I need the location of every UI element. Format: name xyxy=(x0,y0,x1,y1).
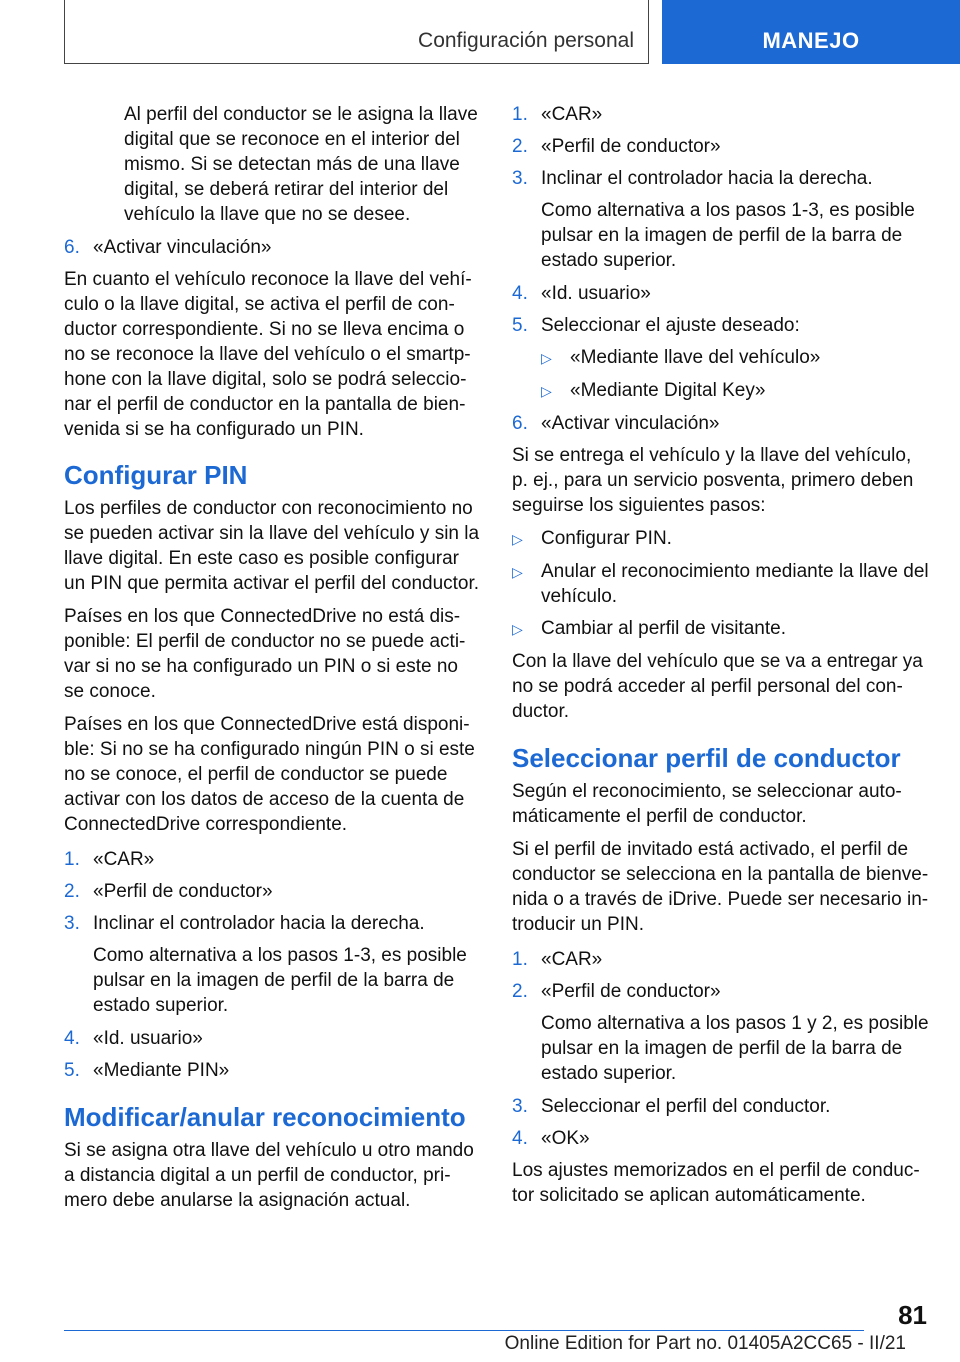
step-item: 1. «CAR» xyxy=(64,849,155,870)
step-item: 5. Seleccionar el ajuste deseado: xyxy=(512,315,800,336)
heading-configurar-pin: Configurar PIN xyxy=(64,460,248,490)
sub-bullet-item: ▷ «Mediante Digital Key» xyxy=(512,378,930,404)
header-chapter-label: MANEJO xyxy=(762,28,860,53)
right-column xyxy=(512,102,930,1216)
paragraph: Si se asigna otra llave del vehículo u otro mando a distancia digital a un perfil de conductor, primero debe anularse la asignación actual. xyxy=(64,1140,474,1211)
step-item: 2. «Perfil de conductor» xyxy=(512,981,721,1002)
step-item: 4. «Id. usuario» xyxy=(64,1028,203,1049)
step-item: 1. «CAR» xyxy=(512,949,603,970)
step-item: 3. Inclinar el controlador hacia la derecha. xyxy=(512,168,873,189)
triangle-bullet-icon: ▷ xyxy=(512,621,523,637)
paragraph: Los perfiles de conductor con reconocimiento no se pueden activar sin la llave del vehículo y sin la llave digital. En este caso es posible configurar un PIN que permita activar el perfil del conductor. xyxy=(64,498,480,594)
triangle-bullet-icon: ▷ xyxy=(541,383,552,399)
step-item: 6. «Activar vinculación» xyxy=(64,237,272,258)
intro-note: Al perfil del conductor se le asigna la llave digital que se reconoce en el interior del mismo. Si se detectan más de una llave digital, se deberá retirar del interior del vehículo la llave que no se desee. xyxy=(124,104,478,225)
step-item: 4. «Id. usuario» xyxy=(512,283,651,304)
footer-divider xyxy=(64,1330,864,1331)
bullet-item: ▷ Anular el reconocimiento mediante la llave del vehículo. xyxy=(512,561,929,607)
paragraph: En cuanto el vehículo reconoce la llave del vehículo o la llave digital, se activa el perfil de conductor correspondiente. Si no se lleva encima o no se reconoce la llave del vehículo o el smartphone con la llave digital, solo se podrá seleccionar el perfil de conductor en la pantalla de bienvenida si se ha configurado un PIN. xyxy=(64,269,472,440)
triangle-bullet-icon: ▷ xyxy=(512,531,523,547)
step-item: 6. «Activar vinculación» xyxy=(512,413,720,434)
step-item: 2. «Perfil de conductor» xyxy=(64,881,273,902)
header-section-title: Configuración personal xyxy=(418,29,634,52)
footer-edition: Online Edition for Part no. 01405A2CC65 - II/21 xyxy=(504,1333,906,1354)
heading-seleccionar-perfil: Seleccionar perfil de conductor xyxy=(512,743,901,773)
paragraph: Países en los que ConnectedDrive no está disponible: El perfil de conductor no se puede activar si no se ha configurado un PIN o si este no se conoce. xyxy=(64,606,466,702)
bullet-item: ▷ Configurar PIN. xyxy=(512,526,930,552)
step-item: 2. «Perfil de conductor» xyxy=(512,136,721,157)
step-item: 3. Seleccionar el perfil del conductor. xyxy=(512,1096,831,1117)
triangle-bullet-icon: ▷ xyxy=(541,350,552,366)
paragraph: Según el reconocimiento, se seleccionar automáticamente el perfil de conductor. xyxy=(512,781,902,827)
paragraph: Los ajustes memorizados en el perfil de conductor solicitado se aplican automáticamente. xyxy=(512,1160,920,1206)
step-item: 4. «OK» xyxy=(512,1128,590,1149)
left-column xyxy=(64,102,482,1221)
header-section-box xyxy=(64,0,649,64)
triangle-bullet-icon: ▷ xyxy=(512,564,523,580)
step-item: 3. Inclinar el controlador hacia la derecha. xyxy=(64,913,425,934)
heading-modificar-reconocimiento: Modificar/anular reconocimiento xyxy=(64,1102,466,1132)
bullet-item: ▷ Cambiar al perfil de visitante. xyxy=(512,616,930,642)
paragraph: Países en los que ConnectedDrive está disponible: Si no se ha configurado ningún PIN o si este no se conoce, el perfil de conductor se puede activar con los datos de acceso de la cuenta de ConnectedDrive correspondiente. xyxy=(64,714,475,835)
step-item: 5. «Mediante PIN» xyxy=(64,1060,230,1081)
step-item: 1. «CAR» xyxy=(512,104,603,125)
paragraph: Si se entrega el vehículo y la llave del vehículo, p. ej., para un servicio posventa, primero deben seguirse los siguientes pasos: xyxy=(512,445,914,516)
page-number: 81 xyxy=(898,1300,927,1330)
step-note: Como alternativa a los pasos 1-3, es posible pulsar en la imagen de perfil de la barra de estado superior. xyxy=(541,200,915,271)
header-chapter-tab xyxy=(662,0,960,64)
step-note: Como alternativa a los pasos 1-3, es posible pulsar en la imagen de perfil de la barra de estado superior. xyxy=(93,945,467,1016)
paragraph: Con la llave del vehículo que se va a entregar ya no se podrá acceder al perfil personal del conductor. xyxy=(512,651,923,722)
sub-bullet-item: ▷ «Mediante llave del vehículo» xyxy=(512,345,930,371)
paragraph: Si el perfil de invitado está activado, el perfil de conductor se selecciona en la pantalla de bienvenida o a través de iDrive. Puede ser necesario introducir un PIN. xyxy=(512,839,929,935)
step-note: Como alternativa a los pasos 1 y 2, es posible pulsar en la imagen de perfil de la barra de estado superior. xyxy=(541,1013,929,1084)
